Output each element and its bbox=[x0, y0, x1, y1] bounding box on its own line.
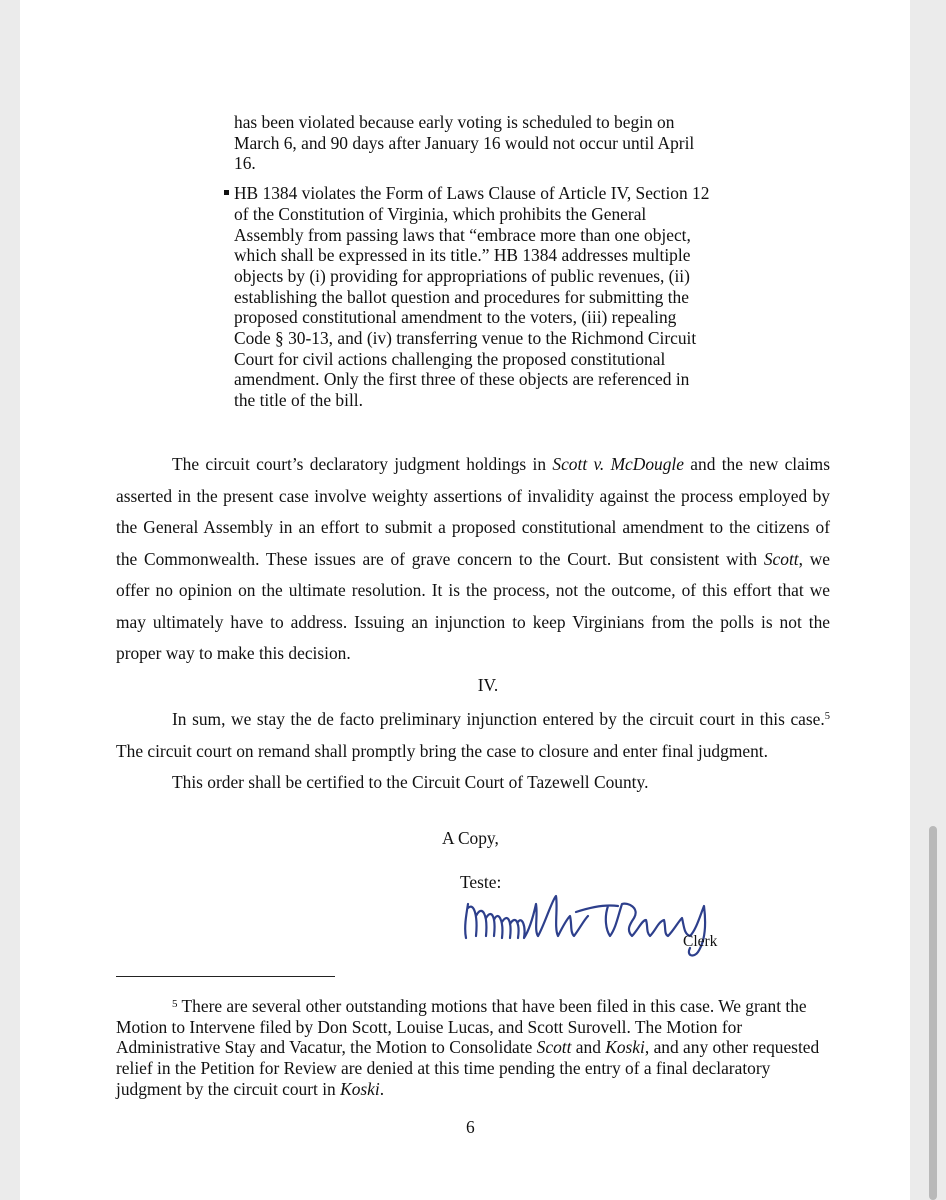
footnote-separator bbox=[116, 976, 335, 977]
paragraph-certification: This order shall be certified to the Circuit Court of Tazewell County. bbox=[172, 772, 649, 792]
bullet-item-text: HB 1384 violates the Form of Laws Clause of Article IV, Section 12 of the Constitution of Virginia, which prohibits the General Assembly from passing laws that “embrace more than one object, which shall be expressed in its title.” HB 1384 addresses multiple objects by (i) providing for appropriations of public revenues, (ii) establishing the ballot question and procedures for submitting the proposed constitutional amendment to the voters, (iii) repealing Code § 30-13, and (iv) transferring venue to the Richmond Circuit Court for civil actions challenging the proposed constitutional amendment. Only the first three of these objects are referenced in the title of the bill. bbox=[234, 183, 710, 411]
footnote bbox=[116, 994, 830, 1100]
case-citation: Scott v. McDougle bbox=[552, 454, 684, 474]
footnote-number: 5 bbox=[172, 998, 178, 1010]
clerk-label: Clerk bbox=[683, 933, 718, 950]
footnote-reference[interactable]: 5 bbox=[824, 711, 830, 722]
paragraph-scope-of-review: The circuit court’s declaratory judgment holdings in Scott v. McDougle and the new claims asserted in the present case involve weighty assertions of invalidity against the process employed by the General Assembly in an effort to submit a proposed constitutional amendment to the citizens of the Commonwealth. These issues are of grave concern to the Court. But consistent with Scott, we offer no opinion on the ultimate resolution. It is the process, not the outcome, of this effort that we may ultimately have to address. Issuing an injunction to keep Virginians from the polls is not the proper way to make this decision. bbox=[116, 454, 830, 663]
case-citation: Scott bbox=[763, 548, 799, 569]
case-citation: Scott bbox=[536, 1037, 572, 1058]
square-bullet-icon bbox=[224, 190, 229, 195]
section-heading: IV. bbox=[477, 674, 499, 695]
bullet-item bbox=[234, 183, 714, 411]
clerk-signature bbox=[458, 886, 758, 964]
case-citation: Koski bbox=[340, 1078, 380, 1099]
bullet-list bbox=[234, 112, 714, 411]
case-citation: Koski bbox=[605, 1037, 645, 1058]
body-text bbox=[116, 449, 830, 799]
paragraph-conclusion: In sum, we stay the de facto preliminary injunction entered by the circuit court in this case.$^5$ The circuit court on remand shall promptly bring the case to closure and enter final judgment. bbox=[116, 709, 830, 761]
a-copy-label: A Copy, bbox=[442, 828, 499, 848]
bullet-continuation: has been violated because early voting is scheduled to begin on March 6, and 90 days after January 16 would not occur until April 16. bbox=[234, 112, 695, 174]
page-number: 6 bbox=[466, 1117, 475, 1137]
scrollbar-thumb[interactable] bbox=[929, 826, 937, 1200]
footnote-text: $^5$ There are several other outstanding motions that have been filed in this case. We grant the Motion to Intervene filed by Don Scott, Louise Lucas, and Scott Surovell. The Motion for Administrative Stay and Vacatur, the Motion to Consolidate Scott and Koski, and any other requested relief in the Petition for Review are denied at this time pending the entry of a final declaratory judgment by the circuit court in Koski. bbox=[116, 996, 820, 1099]
teste-label: Teste: bbox=[460, 872, 502, 892]
